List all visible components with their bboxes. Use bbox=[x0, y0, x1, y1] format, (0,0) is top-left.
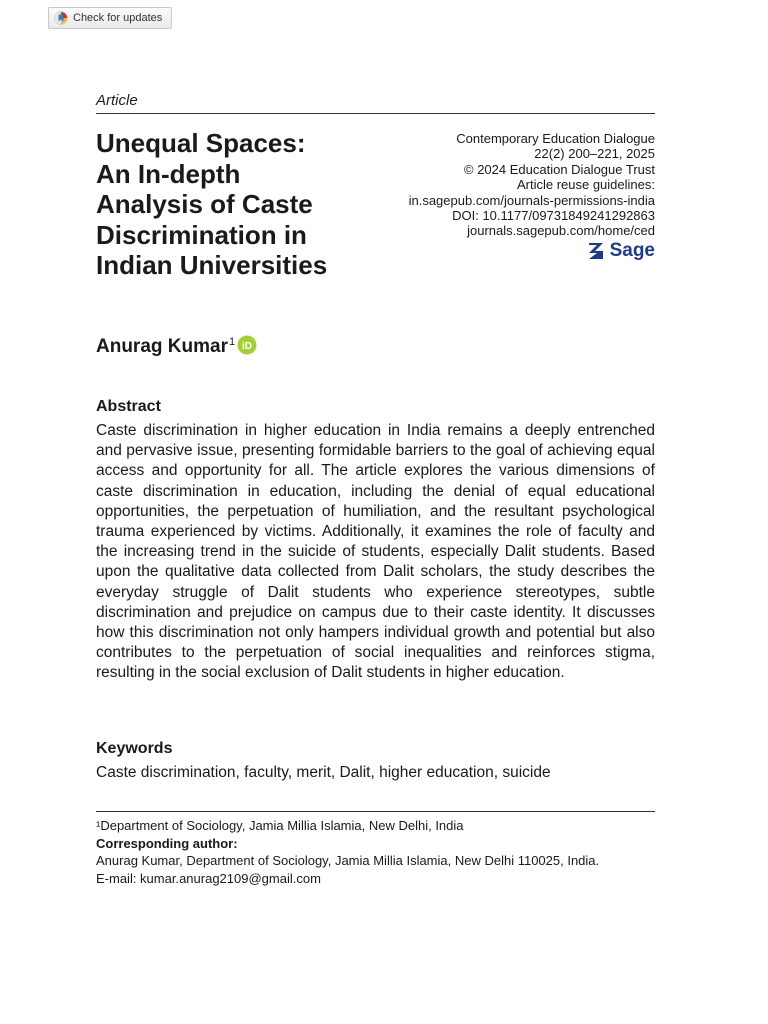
author-name bbox=[96, 336, 257, 358]
corresponding-author-email[interactable]: E-mail: kumar.anurag2109@gmail.com bbox=[96, 870, 321, 886]
header-divider bbox=[96, 113, 655, 114]
footnotes bbox=[96, 817, 655, 887]
affiliation-footnote: ¹Department of Sociology, Jamia Millia Islamia, New Delhi, India bbox=[96, 818, 464, 833]
title-line: An In-depth bbox=[96, 158, 241, 189]
reuse-label: Article reuse guidelines: bbox=[516, 177, 655, 193]
title-line: Indian Universities bbox=[96, 250, 328, 280]
journal-volume: 22(2) 200–221, 2025 bbox=[534, 146, 655, 162]
keywords-text: Caste discrimination, faculty, merit, Dalit, higher education, suicide bbox=[96, 764, 551, 781]
sage-logo bbox=[587, 240, 655, 262]
abstract-text: Caste discrimination in higher education in India remains a deeply entrenched and pervasive issue, presenting formidable barriers to the goal of achieving equal access and opportunity for all. The article explores the various dimensions of caste discrimination in education, including the denial of equal educational opportunities, the perpetuation of humiliation, and the resultant psychological trauma experienced by victims. Additionally, it examines the role of faculty and the increasing trend in the suicide of students, especially Dalit students. Based upon the qualitative data collected from Dalit scholars, the study describes the everyday struggle of Dalit students who experience stereotypes, subtle discrimination and prejudice on campus due to their caste identity. It discusses how this discrimination not only hampers individual growth and potential but also contributes to the perpetuation of social inequalities and reinforces stigma, resulting in the social exclusion of Dalit students in higher education. bbox=[96, 422, 655, 682]
title-line: Unequal Spaces: bbox=[96, 128, 306, 158]
check-for-updates-button[interactable] bbox=[48, 7, 172, 29]
orcid-icon[interactable] bbox=[237, 335, 257, 355]
keywords-heading: Keywords bbox=[96, 740, 173, 757]
corresponding-author-address: Anurag Kumar, Department of Sociology, Jamia Millia Islamia, New Delhi 110025, India. bbox=[96, 853, 600, 868]
journal-homepage-link[interactable]: journals.sagepub.com/home/ced bbox=[467, 223, 655, 239]
journal-copyright: © 2024 Education Dialogue Trust bbox=[464, 161, 655, 177]
journal-info bbox=[409, 131, 655, 239]
article-title bbox=[96, 128, 386, 281]
footnote-divider bbox=[96, 811, 655, 812]
sage-logo-icon bbox=[587, 241, 605, 261]
sage-wordmark: Sage bbox=[609, 240, 655, 261]
svg-text:iD: iD bbox=[242, 340, 253, 352]
abstract-heading: Abstract bbox=[96, 398, 161, 415]
author-name-text: Anurag Kumar bbox=[96, 336, 228, 357]
title-line: Discrimination in bbox=[96, 219, 307, 250]
title-line: Analysis of Caste bbox=[96, 189, 313, 219]
reuse-link[interactable]: in.sagepub.com/journals-permissions-india bbox=[408, 192, 655, 208]
affiliation-mark: 1 bbox=[228, 336, 236, 348]
doi-link[interactable]: DOI: 10.1177/09731849241292863 bbox=[452, 208, 655, 224]
journal-name: Contemporary Education Dialogue bbox=[456, 131, 655, 146]
check-for-updates-label: Check for updates bbox=[73, 12, 163, 24]
article-type-label: Article bbox=[96, 92, 138, 109]
corresponding-author-label: Corresponding author: bbox=[96, 835, 238, 851]
crossmark-icon bbox=[54, 11, 68, 25]
